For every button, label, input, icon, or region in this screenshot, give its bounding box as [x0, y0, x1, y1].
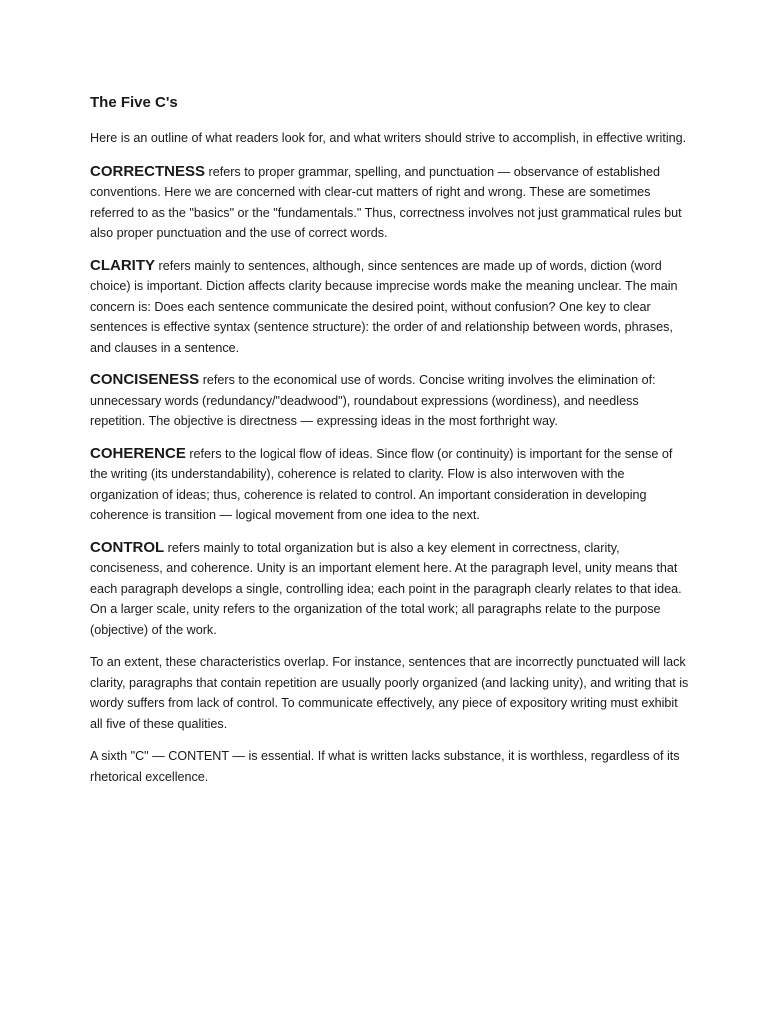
- section-term: COHERENCE: [90, 444, 186, 462]
- section-control: [90, 538, 690, 641]
- section-term: CLARITY: [90, 256, 155, 274]
- section-correctness: [90, 162, 690, 244]
- sixth-c-paragraph: A sixth "C" — CONTENT — is essential. If what is written lacks substance, it is worthless, regardless of its rhetorical excellence.: [90, 749, 680, 784]
- document-page: [90, 92, 690, 799]
- section-text: refers to the logical flow of ideas. Since flow (or continuity) is important for the sense of the writing (its understandability), coherence is related to clarity. Flow is also interwoven with the organization of ideas; thus, coherence is related to control. An important consideration in developing coherence is transition — logical movement from one idea to the next.: [90, 446, 673, 522]
- section-coherence: [90, 444, 690, 526]
- section-conciseness: [90, 370, 690, 432]
- section-text: refers mainly to sentences, although, since sentences are made up of words, diction (word choice) is important. Diction affects clarity because imprecise words make the meaning unclear. The main concern is: Does each sentence communicate the desired point, without confusion? One key to clear sentences is effective syntax (sentence structure): the order of and relationship between words, phrases, and clauses in a sentence.: [90, 258, 678, 355]
- section-text: refers to the economical use of words. Concise writing involves the elimination of: unnecessary words (redundancy/"deadwood"), roundabout expressions (wordiness), and needless repetition. The objective is directness — expressing ideas in the most forthright way.: [90, 373, 656, 428]
- section-term: CONTROL: [90, 538, 165, 556]
- overlap-paragraph: To an extent, these characteristics overlap. For instance, sentences that are incorrectly punctuated will lack clarity, paragraphs that contain repetition are usually poorly organized (and lacking unity), and writing that is wordy suffers from lack of control. To communicate effectively, any piece of expository writing must exhibit all five of these qualities.: [90, 655, 689, 731]
- section-term: CORRECTNESS: [90, 162, 206, 180]
- section-clarity: [90, 256, 690, 359]
- section-text: refers mainly to total organization but is also a key element in correctness, clarity, conciseness, and coherence. Unity is an important element here. At the paragraph level, unity means that each paragraph develops a single, controlling idea; each point in the paragraph clearly relates to that idea. On a larger scale, unity refers to the organization of the total work; all paragraphs relate to the purpose (objective) of the work.: [90, 540, 682, 637]
- section-text: refers to proper grammar, spelling, and punctuation — observance of established conventions. Here we are concerned with clear-cut matters of right and wrong. These are sometimes referred to as the "basics" or the "fundamentals." Thus, correctness involves not just grammatical rules but also proper punctuation and the use of correct words.: [90, 164, 682, 240]
- intro-paragraph: Here is an outline of what readers look for, and what writers should strive to accomplish, in effective writing.: [90, 131, 687, 145]
- section-term: CONCISENESS: [90, 371, 200, 388]
- page-title: The Five C's: [90, 94, 178, 111]
